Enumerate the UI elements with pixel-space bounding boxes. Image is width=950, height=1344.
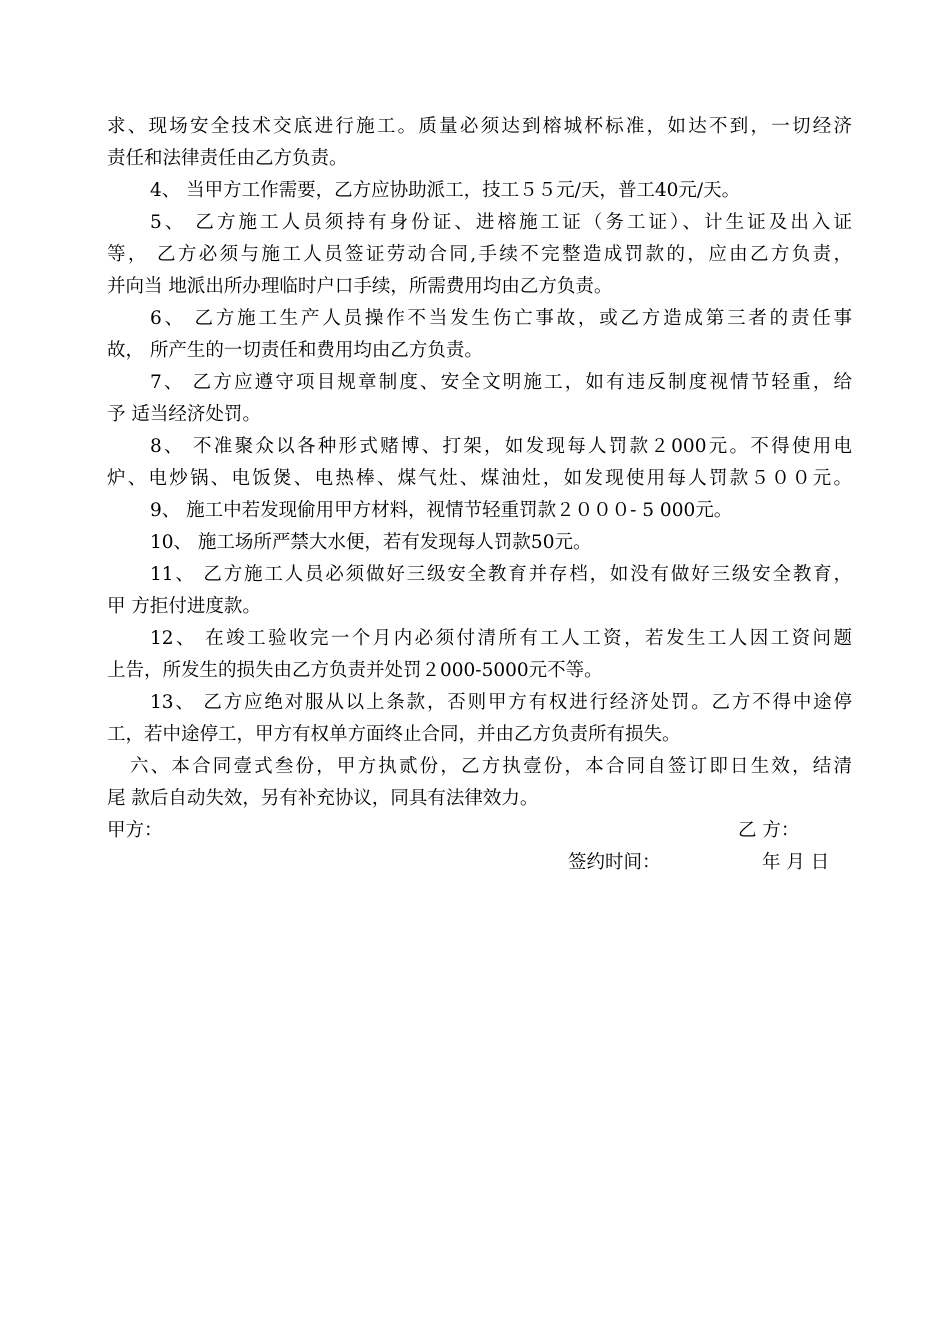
sign-date-placeholder: 年 月 日 <box>762 852 830 873</box>
clause-11-line: 甲 方拒付进度款。 <box>107 596 261 617</box>
paragraph-line: 求、现场安全技术交底进行施工。质量必须达到榕城杯标准，如达不到，一切经济 <box>107 116 852 137</box>
clause-7-line: 7、 乙方应遵守项目规章制度、安全文明施工，如有违反制度视情节轻重，给 <box>150 372 852 393</box>
clause-5-line: 并向当 地派出所办理临时户口手续，所需费用均由乙方负责。 <box>107 276 613 297</box>
clause-5-line: 等， 乙方必须与施工人员签证劳动合同,手续不完整造成罚款的，应由乙方负责， <box>107 244 852 265</box>
paragraph-line: 责任和法律责任由乙方负责。 <box>107 148 348 169</box>
clause-11-line: 11、 乙方施工人员必须做好三级安全教育并存档，如没有做好三级安全教育， <box>150 564 852 585</box>
clause-12-line: 12、 在竣工验收完一个月内必须付清所有工人工资，若发生工人因工资问题 <box>150 628 852 649</box>
clause-9: 9、 施工中若发现偷用甲方材料，视情节轻重罚款２０００- 5 000元。 <box>150 500 733 521</box>
clause-6-line: 故， 所产生的一切责任和费用均由乙方负责。 <box>107 340 483 361</box>
clause-12-line: 上告，所发生的损失由乙方负责并处罚２000-5000元不等。 <box>107 660 603 681</box>
party-b-label: 乙 方： <box>738 820 800 841</box>
clause-7-line: 予 适当经济处罚。 <box>107 404 261 425</box>
clause-4: 4、 当甲方工作需要，乙方应协助派工，技工５５元/天，普工40元/天。 <box>150 180 741 201</box>
sign-time-label: 签约时间： <box>568 852 661 873</box>
clause-8-line: 8、 不准聚众以各种形式赌博、打架，如发现每人罚款２000元。不得使用电 <box>150 436 852 457</box>
clause-13-line: 工，若中途停工，甲方有权单方面终止合同，并由乙方负责所有损失。 <box>107 724 681 745</box>
clause-13-line: 13、 乙方应绝对服从以上条款，否则甲方有权进行经济处罚。乙方不得中途停 <box>150 692 852 713</box>
section-6-line: 六、本合同壹式叁份，甲方执贰份，乙方执壹份，本合同自签订即日生效，结清 <box>130 756 852 777</box>
section-6-line: 尾 款后自动失效，另有补充协议，同具有法律效力。 <box>107 788 539 809</box>
clause-5-line: 5、 乙方施工人员须持有身份证、进榕施工证（务工证）、计生证及出入证 <box>150 212 852 233</box>
party-a-label: 甲方： <box>107 820 163 841</box>
clause-10: 10、 施工场所严禁大水便，若有发现每人罚款50元。 <box>150 532 592 553</box>
clause-6-line: 6、 乙方施工生产人员操作不当发生伤亡事故，或乙方造成第三者的责任事 <box>150 308 852 329</box>
clause-8-line: 炉、电炒锅、电饭煲、电热棒、煤气灶、煤油灶，如发现使用每人罚款５００元。 <box>107 468 852 489</box>
